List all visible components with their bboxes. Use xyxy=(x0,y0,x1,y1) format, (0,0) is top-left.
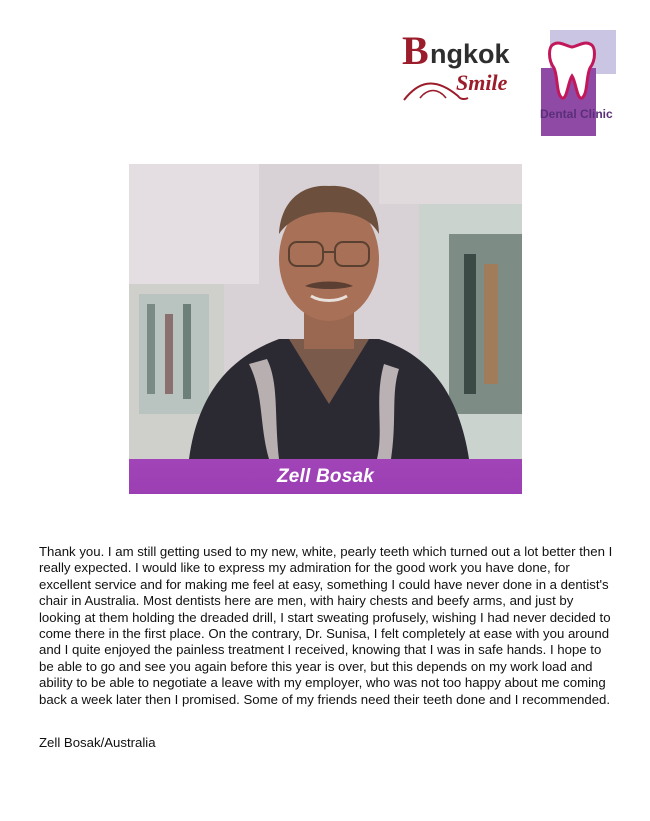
logo-subtitle: Dental Clinic xyxy=(540,107,613,121)
logo-letter-b: B xyxy=(402,28,429,73)
logo-word: ngkok xyxy=(430,39,510,69)
testimonial-signature: Zell Bosak/Australia xyxy=(39,735,156,750)
patient-name-caption xyxy=(129,459,522,494)
patient-portrait-image xyxy=(129,164,522,459)
patient-name: Zell Bosak xyxy=(276,465,375,487)
tooth-icon xyxy=(546,36,598,102)
patient-photo-frame xyxy=(127,162,524,496)
patient-photo xyxy=(129,164,522,459)
testimonial-text: Thank you. I am still getting used to my new, white, pearly teeth which turned out a lot better then I really expected. I would like to express my admiration for the good work you have done, for excellent service and for making me feel at easy, something I could have never done in a dentist's chair in Australia. Most dentists here are men, with hairy chests and beefy arms, and just by looking at them holding the dreaded drill, I start sweating profusely, wishing I had never decided to come there in the first place. On the contrary, Dr. Sunisa, I felt completely at ease with you around and I quite enjoyed the painless treatment I received, knowing that I was in safe hands. I hope to be able to go and see you again before this year is over, but this depends on my work load and ability to be able to negotiate a leave with my employer, who was not too happy about me coming back a week later then I promised. Some of my friends need their teeth done and I recommended. xyxy=(39,544,613,707)
logo-smile-script: Smile xyxy=(456,70,508,95)
bangkok-smile-logo xyxy=(398,30,620,126)
